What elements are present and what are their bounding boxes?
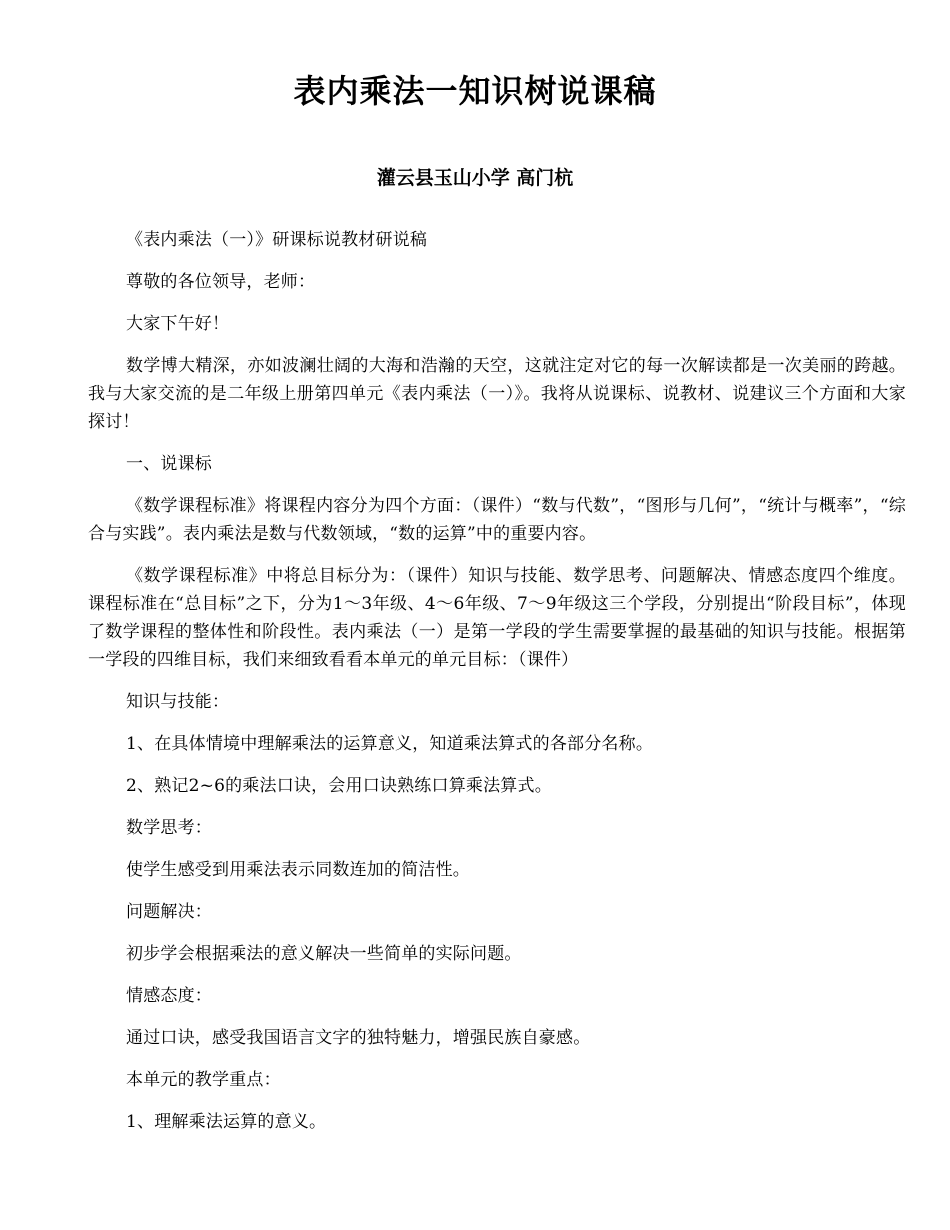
paragraph-subtitle: 《表内乘法（一）》研课标说教材研说稿 (126, 230, 428, 250)
paragraph-problem-solving: 初步学会根据乘法的意义解决一些简单的实际问题。 (126, 944, 522, 964)
document-body (88, 226, 906, 1150)
document-author: 灌云县玉山小学 高门杭 (376, 167, 574, 189)
section-heading-curriculum: 一、说课标 (126, 454, 212, 474)
heading-problem-solving: 问题解决： (126, 902, 212, 922)
paragraph-math-thinking: 使学生感受到用乘法表示同数连加的简洁性。 (126, 860, 470, 880)
paragraph-greeting-2: 大家下午好！ (126, 314, 230, 334)
heading-key-points: 本单元的教学重点： (126, 1070, 281, 1090)
heading-math-thinking: 数学思考： (126, 818, 212, 838)
list-item-knowledge-1: 1、在具体情境中理解乘法的运算意义，知道乘法算式的各部分名称。 (126, 734, 654, 754)
paragraph-curriculum-goals: 《数学课程标准》中将总目标分为：（课件）知识与技能、数学思考、问题解决、情感态度四个维度。课程标准在“总目标”之下，分为1～3年级、4～6年级、7～9年级这三个学段，分别提出“阶段目标”，体现了数学课程的整体性和阶段性。表内乘法（一）是第一学段的学生需要掌握的最基础的知识与技能。根据第一学段的四维目标，我们来细致看看本单元的单元目标：（课件） (88, 566, 906, 670)
list-item-key-point-1: 1、理解乘法运算的意义。 (126, 1112, 327, 1132)
heading-attitude: 情感态度： (126, 986, 212, 1006)
paragraph-greeting: 尊敬的各位领导，老师： (126, 272, 316, 292)
document-title: 表内乘法一知识树说课稿 (293, 72, 657, 110)
paragraph-curriculum-content: 《数学课程标准》将课程内容分为四个方面：（课件）“数与代数”，“图形与几何”，“统计与概率”，“综合与实践”。表内乘法是数与代数领域，“数的运算”中的重要内容。 (88, 496, 906, 544)
paragraph-attitude: 通过口诀，感受我国语言文字的独特魅力，增强民族自豪感。 (126, 1028, 591, 1048)
heading-knowledge-skills: 知识与技能： (126, 692, 230, 712)
list-item-knowledge-2: 2、熟记2~6的乘法口诀，会用口诀熟练口算乘法算式。 (126, 776, 552, 796)
paragraph-intro: 数学博大精深，亦如波澜壮阔的大海和浩瀚的天空，这就注定对它的每一次解读都是一次美丽的跨越。我与大家交流的是二年级上册第四单元《表内乘法（一）》。我将从说课标、说教材、说建议三个方面和大家探讨！ (88, 356, 906, 432)
